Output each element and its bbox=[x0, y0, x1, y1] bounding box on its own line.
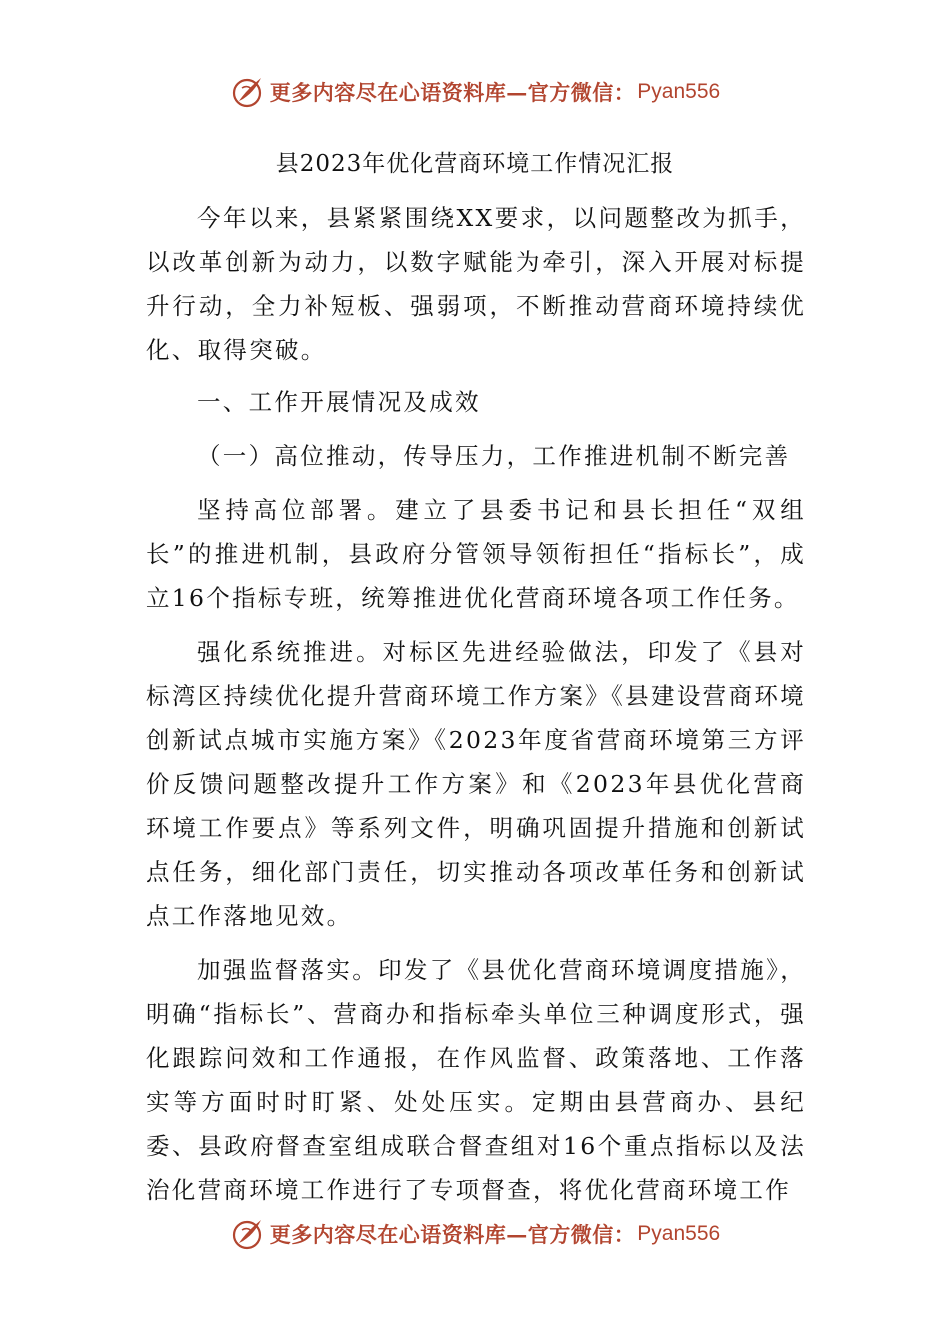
quill-logo-icon bbox=[230, 1216, 266, 1252]
footer-watermark-banner bbox=[0, 1214, 950, 1254]
wechat-id: Pyan556 bbox=[637, 80, 721, 103]
document-body bbox=[146, 196, 806, 1212]
wechat-id: Pyan556 bbox=[637, 1222, 721, 1245]
document-title: 县2023年优化营商环境工作情况汇报 bbox=[275, 151, 675, 177]
quill-logo-icon bbox=[230, 74, 266, 110]
subsection-heading: （一）高位推动，传导压力，工作推进机制不断完善 bbox=[197, 442, 791, 470]
paragraph-deployment: 坚持高位部署。建立了县委书记和县长担任“双组长”的推进机制，县政府分管领导领衔担任“指标长”，成立16个指标专班，统筹推进优化营商环境各项工作任务。 bbox=[146, 496, 806, 612]
paragraph-systematic: 强化系统推进。对标区先进经验做法，印发了《县对标湾区持续优化提升营商环境工作方案》《县建设营商环境创新试点城市实施方案》《2023年度省营商环境第三方评价反馈问题整改提升工作方案》和《2023年县优化营商环境工作要点》等系列文件，明确巩固提升措施和创新试点任务，细化部门责任，切实推动各项改革任务和创新试点工作落地见效。 bbox=[146, 638, 806, 930]
paragraph-supervision: 加强监督落实。印发了《县优化营商环境调度措施》，明确“指标长”、营商办和指标牵头单位三种调度形式，强化跟踪问效和工作通报，在作风监督、政策落地、工作落实等方面时时盯紧、处处压实。定期由县营商办、县纪委、县政府督查室组成联合督查组对16个重点指标以及法治化营商环境工作进行了专项督查，将优化营商环境工作 bbox=[146, 956, 806, 1204]
brand-text: 更多内容尽在心语资料库—官方微信： bbox=[269, 1222, 636, 1247]
brand-text: 更多内容尽在心语资料库—官方微信： bbox=[269, 80, 636, 105]
section-heading: 一、工作开展情况及成效 bbox=[197, 388, 481, 416]
paragraph-intro: 今年以来，县紧紧围绕XX要求，以问题整改为抓手，以改革创新为动力，以数字赋能为牵引，深入开展对标提升行动，全力补短板、强弱项，不断推动营商环境持续优化、取得突破。 bbox=[146, 204, 806, 364]
header-watermark-banner bbox=[0, 72, 950, 112]
